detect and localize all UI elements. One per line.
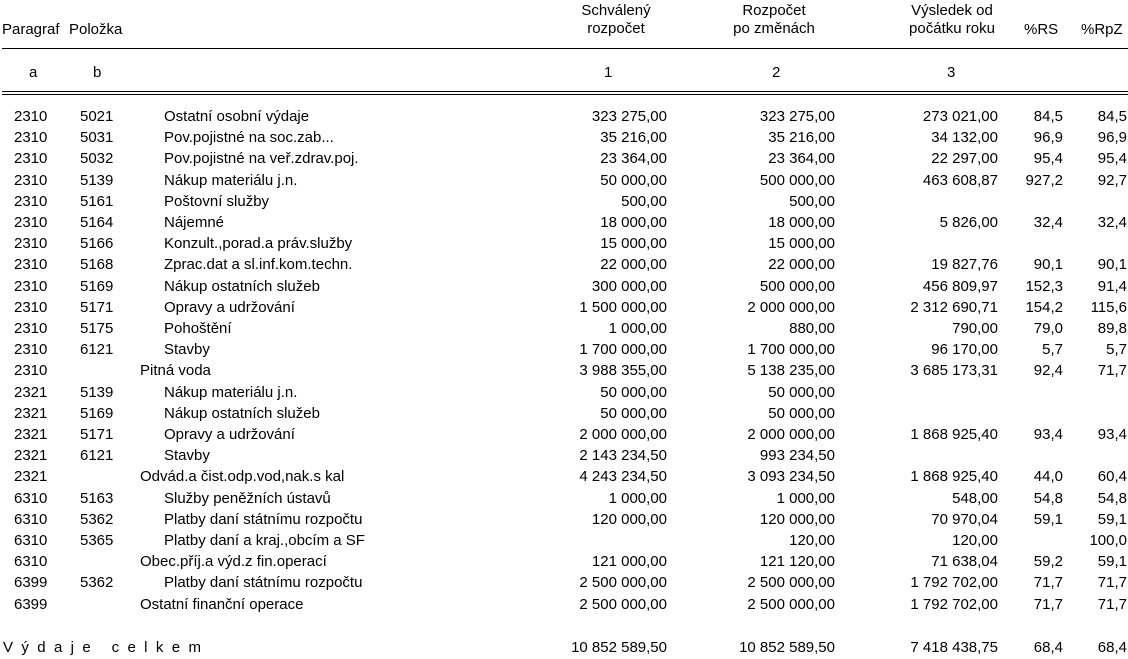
cell-nazev: Zprac.dat a sl.inf.kom.techn. bbox=[164, 256, 353, 274]
cell-vysledek: 1 792 702,00 bbox=[910, 574, 998, 592]
cell-paragraf: 2321 bbox=[14, 383, 48, 401]
cell-schvaleny: 2 500 000,00 bbox=[579, 595, 667, 613]
cell-rpz: 71,7 bbox=[1097, 595, 1127, 613]
table-row bbox=[0, 445, 1128, 466]
double-rule-bottom bbox=[2, 94, 1128, 95]
cell-rozpocet: 121 120,00 bbox=[759, 553, 835, 571]
cell-rozpocet: 1 700 000,00 bbox=[747, 341, 835, 359]
cell-polozka: 5169 bbox=[80, 277, 114, 295]
cell-rpz: 71,7 bbox=[1097, 362, 1127, 380]
cell-paragraf: 2310 bbox=[14, 235, 48, 253]
cell-nazev: Platby daní a kraj.,obcím a SF bbox=[164, 532, 365, 549]
subheader-a: a bbox=[29, 64, 38, 81]
cell-rozpocet: 22 000,00 bbox=[768, 256, 835, 274]
cell-rpz: 54,8 bbox=[1097, 489, 1127, 507]
cell-rpz: 90,1 bbox=[1097, 256, 1127, 274]
cell-paragraf: 2310 bbox=[14, 108, 48, 125]
column-header-vysledek bbox=[882, 2, 1022, 38]
column-header-polozka: Položka bbox=[69, 21, 123, 38]
cell-nazev: Pov.pojistné na veř.zdrav.poj. bbox=[164, 150, 359, 168]
cell-rpz: 89,8 bbox=[1097, 320, 1127, 337]
table-row bbox=[0, 276, 1128, 297]
subheader-b: b bbox=[93, 64, 102, 81]
cell-vysledek: 96 170,00 bbox=[931, 341, 998, 359]
cell-vysledek: 3 685 173,31 bbox=[910, 362, 998, 380]
table-row bbox=[0, 127, 1128, 148]
cell-rpz: 91,4 bbox=[1097, 277, 1127, 295]
table-row bbox=[0, 170, 1128, 191]
cell-paragraf: 2310 bbox=[14, 129, 48, 147]
cell-nazev: Nákup ostatních služeb bbox=[164, 277, 320, 295]
column-header-schvaleny bbox=[560, 2, 672, 38]
cell-nazev: Pitná voda bbox=[140, 362, 211, 380]
cell-vysledek: 22 297,00 bbox=[931, 150, 998, 168]
cell-schvaleny: 120 000,00 bbox=[591, 510, 667, 528]
cell-paragraf: 2310 bbox=[14, 214, 48, 231]
cell-polozka: 5161 bbox=[80, 192, 114, 210]
cell-polozka: 5175 bbox=[80, 320, 114, 337]
table-row bbox=[0, 297, 1128, 318]
header-divider bbox=[2, 48, 1128, 49]
cell-vysledek: 456 809,97 bbox=[922, 277, 998, 295]
cell-rpz: 71,7 bbox=[1097, 574, 1127, 592]
total-rs: 68,4 bbox=[1033, 639, 1063, 656]
cell-schvaleny: 1 000,00 bbox=[608, 489, 667, 507]
cell-rs: 95,4 bbox=[1033, 150, 1063, 168]
cell-rozpocet: 500 000,00 bbox=[759, 171, 835, 189]
cell-rpz: 95,4 bbox=[1097, 150, 1127, 168]
cell-paragraf: 2310 bbox=[14, 298, 48, 316]
cell-polozka: 5139 bbox=[80, 171, 114, 189]
cell-rozpocet: 18 000,00 bbox=[768, 214, 835, 231]
cell-rs: 90,1 bbox=[1033, 256, 1063, 274]
table-row bbox=[0, 572, 1128, 593]
cell-rs: 93,4 bbox=[1033, 426, 1063, 443]
cell-paragraf: 2310 bbox=[14, 256, 48, 274]
table-row bbox=[0, 106, 1128, 127]
cell-vysledek: 790,00 bbox=[952, 320, 998, 337]
cell-rpz: 59,1 bbox=[1097, 553, 1127, 571]
cell-rozpocet: 120,00 bbox=[789, 532, 835, 549]
cell-nazev: Nájemné bbox=[164, 214, 225, 231]
cell-schvaleny: 300 000,00 bbox=[591, 277, 667, 295]
table-row bbox=[0, 233, 1128, 254]
cell-nazev: Poštovní služby bbox=[164, 192, 270, 210]
cell-schvaleny: 50 000,00 bbox=[600, 171, 667, 189]
total-rozpocet: 10 852 589,50 bbox=[739, 639, 835, 656]
cell-rpz: 93,4 bbox=[1097, 426, 1127, 443]
cell-nazev: Stavby bbox=[164, 447, 210, 465]
cell-rpz: 96,9 bbox=[1097, 129, 1127, 147]
cell-paragraf: 6310 bbox=[14, 553, 48, 571]
cell-schvaleny: 3 988 355,00 bbox=[579, 362, 667, 380]
cell-nazev: Obec.příj.a výd.z fin.operací bbox=[140, 553, 327, 571]
cell-polozka: 6121 bbox=[80, 447, 114, 465]
column-header-rozpocet-line2: po změnách bbox=[733, 20, 815, 37]
cell-polozka: 5168 bbox=[80, 256, 114, 274]
cell-rs: 71,7 bbox=[1033, 574, 1063, 592]
cell-schvaleny: 50 000,00 bbox=[600, 383, 667, 401]
cell-rs: 154,2 bbox=[1025, 298, 1063, 316]
cell-schvaleny: 4 243 234,50 bbox=[579, 468, 667, 486]
total-label: V ý d a j e c e l k e m bbox=[3, 639, 204, 656]
cell-rs: 59,1 bbox=[1033, 510, 1063, 528]
cell-rs: 44,0 bbox=[1033, 468, 1063, 486]
cell-paragraf: 2321 bbox=[14, 468, 48, 486]
cell-paragraf: 2310 bbox=[14, 362, 48, 380]
cell-schvaleny: 1 500 000,00 bbox=[579, 298, 667, 316]
cell-rpz: 60,4 bbox=[1097, 468, 1127, 486]
cell-polozka: 5362 bbox=[80, 510, 114, 528]
cell-schvaleny: 2 500 000,00 bbox=[579, 574, 667, 592]
cell-rs: 54,8 bbox=[1033, 489, 1063, 507]
cell-polozka: 5362 bbox=[80, 574, 114, 592]
cell-paragraf: 2321 bbox=[14, 447, 48, 465]
cell-nazev: Stavby bbox=[164, 341, 210, 359]
cell-rozpocet: 50 000,00 bbox=[768, 383, 835, 401]
cell-paragraf: 2310 bbox=[14, 171, 48, 189]
cell-nazev: Pohoštění bbox=[164, 320, 232, 337]
cell-paragraf: 6310 bbox=[14, 532, 48, 549]
column-header-schvaleny-line1: Schválený bbox=[581, 2, 651, 19]
cell-rpz: 32,4 bbox=[1097, 214, 1127, 231]
cell-rozpocet: 323 275,00 bbox=[759, 108, 835, 125]
cell-vysledek: 548,00 bbox=[952, 489, 998, 507]
cell-vysledek: 1 792 702,00 bbox=[910, 595, 998, 613]
column-header-paragraf: Paragraf bbox=[2, 21, 60, 38]
subheader-2: 2 bbox=[772, 64, 781, 81]
column-header-rozpocet bbox=[712, 2, 836, 38]
cell-rozpocet: 2 000 000,00 bbox=[747, 426, 835, 443]
cell-polozka: 5031 bbox=[80, 129, 114, 147]
column-header-vysledek-line2: počátku roku bbox=[909, 20, 995, 37]
cell-schvaleny: 50 000,00 bbox=[600, 404, 667, 422]
cell-rozpocet: 15 000,00 bbox=[768, 235, 835, 253]
total-rpz: 68,4 bbox=[1097, 639, 1127, 656]
table-row bbox=[0, 191, 1128, 212]
cell-rozpocet: 50 000,00 bbox=[768, 404, 835, 422]
cell-nazev: Platby daní státnímu rozpočtu bbox=[164, 510, 363, 528]
cell-rozpocet: 1 000,00 bbox=[776, 489, 835, 507]
table-row bbox=[0, 509, 1128, 530]
table-row bbox=[0, 318, 1128, 339]
cell-rpz: 92,7 bbox=[1097, 171, 1127, 189]
cell-polozka: 5171 bbox=[80, 298, 114, 316]
cell-schvaleny: 1 700 000,00 bbox=[579, 341, 667, 359]
cell-paragraf: 2310 bbox=[14, 341, 48, 359]
cell-polozka: 5139 bbox=[80, 383, 114, 401]
column-header-rozpocet-line1: Rozpočet bbox=[742, 2, 806, 19]
cell-rozpocet: 500,00 bbox=[789, 192, 835, 210]
table-row bbox=[0, 382, 1128, 403]
cell-polozka: 5164 bbox=[80, 214, 114, 231]
table-row bbox=[0, 254, 1128, 275]
cell-schvaleny: 1 000,00 bbox=[608, 320, 667, 337]
cell-rs: 71,7 bbox=[1033, 595, 1063, 613]
cell-paragraf: 2310 bbox=[14, 150, 48, 168]
table-row bbox=[0, 594, 1128, 615]
cell-rs: 96,9 bbox=[1033, 129, 1063, 147]
cell-rozpocet: 120 000,00 bbox=[759, 510, 835, 528]
table-row bbox=[0, 488, 1128, 509]
cell-rozpocet: 880,00 bbox=[789, 320, 835, 337]
cell-rpz: 5,7 bbox=[1106, 341, 1127, 359]
cell-paragraf: 2310 bbox=[14, 192, 48, 210]
cell-paragraf: 6310 bbox=[14, 510, 48, 528]
cell-rozpocet: 5 138 235,00 bbox=[747, 362, 835, 380]
table-row bbox=[0, 551, 1128, 572]
subheader-1: 1 bbox=[604, 64, 613, 81]
cell-nazev: Pov.pojistné na soc.zab... bbox=[164, 129, 334, 147]
table-row bbox=[0, 530, 1128, 551]
cell-schvaleny: 22 000,00 bbox=[600, 256, 667, 274]
cell-schvaleny: 2 143 234,50 bbox=[579, 447, 667, 465]
total-schvaleny: 10 852 589,50 bbox=[571, 639, 667, 656]
cell-vysledek: 70 970,04 bbox=[931, 510, 998, 528]
cell-rs: 59,2 bbox=[1033, 553, 1063, 571]
cell-vysledek: 5 826,00 bbox=[939, 214, 998, 231]
cell-rozpocet: 3 093 234,50 bbox=[747, 468, 835, 486]
cell-schvaleny: 121 000,00 bbox=[591, 553, 667, 571]
cell-schvaleny: 35 216,00 bbox=[600, 129, 667, 147]
double-rule-top bbox=[2, 91, 1128, 92]
column-header-vysledek-line1: Výsledek od bbox=[911, 2, 993, 19]
cell-rs: 5,7 bbox=[1042, 341, 1063, 359]
cell-polozka: 5365 bbox=[80, 532, 114, 549]
cell-paragraf: 2321 bbox=[14, 404, 48, 422]
cell-nazev: Odvád.a čist.odp.vod,nak.s kal bbox=[140, 468, 345, 486]
cell-paragraf: 6399 bbox=[14, 595, 48, 613]
column-header-rpz: %RpZ bbox=[1081, 21, 1123, 38]
cell-rs: 32,4 bbox=[1033, 214, 1063, 231]
cell-rpz: 115,6 bbox=[1090, 298, 1127, 316]
cell-rpz: 84,5 bbox=[1097, 108, 1127, 125]
cell-nazev: Opravy a udržování bbox=[164, 426, 295, 443]
cell-schvaleny: 323 275,00 bbox=[591, 108, 667, 125]
cell-polozka: 5169 bbox=[80, 404, 114, 422]
table-row bbox=[0, 360, 1128, 381]
cell-vysledek: 1 868 925,40 bbox=[910, 426, 998, 443]
table-row bbox=[0, 339, 1128, 360]
cell-schvaleny: 15 000,00 bbox=[600, 235, 667, 253]
column-header-schvaleny-line2: rozpočet bbox=[587, 20, 645, 37]
cell-schvaleny: 18 000,00 bbox=[600, 214, 667, 231]
total-vysledek: 7 418 438,75 bbox=[910, 639, 998, 656]
cell-nazev: Ostatní osobní výdaje bbox=[164, 108, 310, 125]
cell-polozka: 5171 bbox=[80, 426, 114, 443]
cell-vysledek: 273 021,00 bbox=[922, 108, 998, 125]
cell-rpz: 59,1 bbox=[1097, 510, 1127, 528]
table-row bbox=[0, 403, 1128, 424]
cell-rs: 84,5 bbox=[1033, 108, 1063, 125]
column-header-rs: %RS bbox=[1024, 21, 1059, 38]
cell-schvaleny: 2 000 000,00 bbox=[579, 426, 667, 443]
cell-vysledek: 463 608,87 bbox=[922, 171, 998, 189]
cell-polozka: 5021 bbox=[80, 108, 114, 125]
cell-rozpocet: 2 000 000,00 bbox=[747, 298, 835, 316]
cell-vysledek: 19 827,76 bbox=[931, 256, 998, 274]
cell-polozka: 5163 bbox=[80, 489, 114, 507]
cell-nazev: Nákup ostatních služeb bbox=[164, 404, 320, 422]
cell-rs: 79,0 bbox=[1033, 320, 1063, 337]
cell-nazev: Nákup materiálu j.n. bbox=[164, 171, 298, 189]
table-row bbox=[0, 424, 1128, 445]
cell-rs: 152,3 bbox=[1025, 277, 1063, 295]
cell-rozpocet: 23 364,00 bbox=[768, 150, 835, 168]
table-row bbox=[0, 466, 1128, 487]
cell-nazev: Platby daní státnímu rozpočtu bbox=[164, 574, 363, 592]
table-row bbox=[0, 212, 1128, 233]
cell-paragraf: 6399 bbox=[14, 574, 48, 592]
cell-nazev: Ostatní finanční operace bbox=[140, 595, 304, 613]
cell-nazev: Konzult.,porad.a práv.služby bbox=[164, 235, 353, 253]
cell-vysledek: 71 638,04 bbox=[931, 553, 998, 571]
cell-schvaleny: 23 364,00 bbox=[600, 150, 667, 168]
cell-rs: 92,4 bbox=[1033, 362, 1063, 380]
cell-rpz: 100,0 bbox=[1089, 532, 1127, 549]
cell-rozpocet: 35 216,00 bbox=[768, 129, 835, 147]
cell-paragraf: 2321 bbox=[14, 426, 48, 443]
cell-rozpocet: 2 500 000,00 bbox=[747, 595, 835, 613]
cell-vysledek: 2 312 690,71 bbox=[910, 298, 998, 316]
cell-vysledek: 120,00 bbox=[952, 532, 998, 549]
cell-polozka: 5166 bbox=[80, 235, 114, 253]
cell-paragraf: 2310 bbox=[14, 277, 48, 295]
cell-paragraf: 2310 bbox=[14, 320, 48, 337]
cell-polozka: 6121 bbox=[80, 341, 114, 359]
cell-nazev: Nákup materiálu j.n. bbox=[164, 383, 298, 401]
cell-paragraf: 6310 bbox=[14, 489, 48, 507]
cell-vysledek: 34 132,00 bbox=[931, 129, 998, 147]
total-row bbox=[0, 638, 1128, 658]
cell-vysledek: 1 868 925,40 bbox=[910, 468, 998, 486]
cell-nazev: Služby peněžních ústavů bbox=[164, 489, 331, 507]
table-row bbox=[0, 148, 1128, 169]
subheader-3: 3 bbox=[947, 64, 956, 81]
cell-rozpocet: 993 234,50 bbox=[759, 447, 835, 465]
cell-rs: 927,2 bbox=[1025, 171, 1063, 189]
cell-rozpocet: 2 500 000,00 bbox=[747, 574, 835, 592]
cell-polozka: 5032 bbox=[80, 150, 114, 168]
cell-nazev: Opravy a udržování bbox=[164, 298, 295, 316]
cell-rozpocet: 500 000,00 bbox=[759, 277, 835, 295]
cell-schvaleny: 500,00 bbox=[621, 192, 667, 210]
